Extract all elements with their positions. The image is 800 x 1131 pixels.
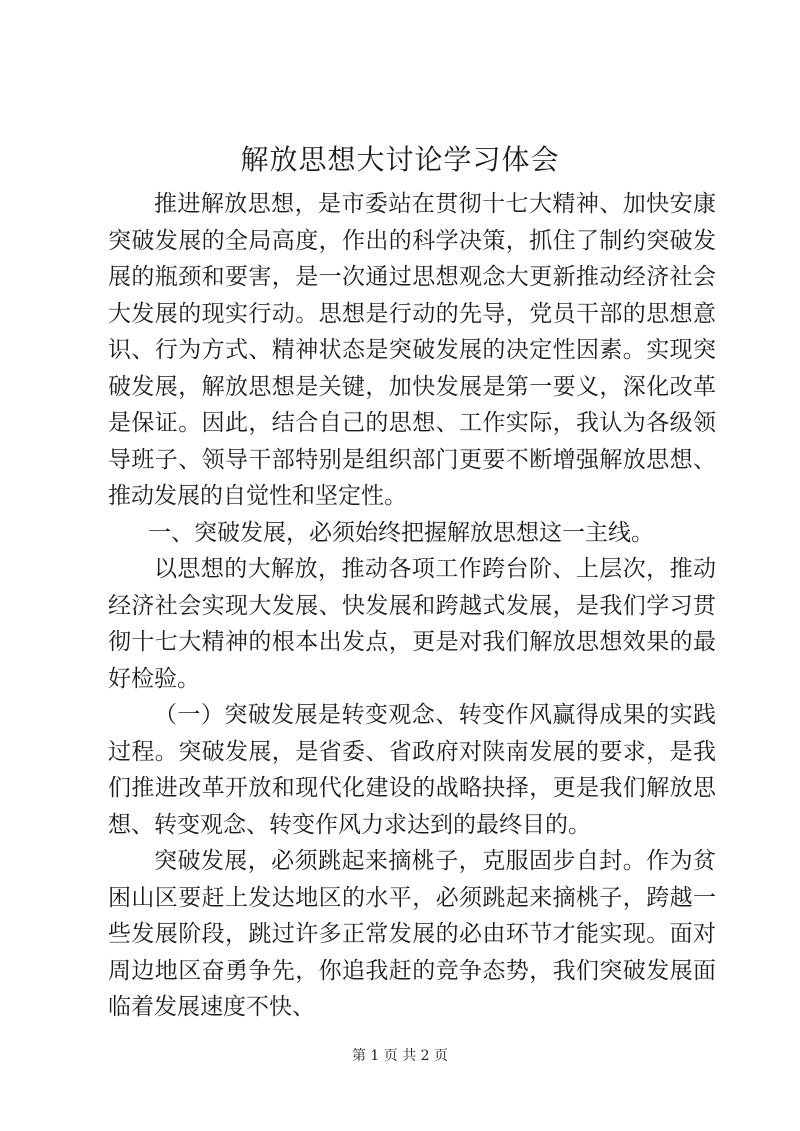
paragraph-subsection-1: （一）突破发展是转变观念、转变作风赢得成果的实践过程。突破发展，是省委、省政府对陕南发展的要求，是我们推进改革开放和现代化建设的战略抉择，更是我们解放思想、转变观念、转变作风力求达到的最终目的。 [108, 702, 716, 838]
document-body [108, 186, 716, 1026]
section-heading-1: 一、突破发展，必须始终把握解放思想这一主线。 [148, 519, 654, 546]
paragraph-section-1: 以思想的大解放，推动各项工作跨台阶、上层次，推动经济社会实现大发展、快发展和跨越式发展，是我们学习贯彻十七大精神的根本出发点，更是对我们解放思想效果的最好检验。 [108, 556, 716, 692]
document-title: 解放思想大讨论学习体会 [240, 143, 560, 176]
paragraph-breakthrough: 突破发展，必须跳起来摘桃子，克服固步自封。作为贫困山区要赶上发达地区的水平，必须跳起来摘桃子，跨越一些发展阶段，跳过许多正常发展的必由环节才能实现。面对周边地区奋勇争先，你追我赶的竞争态势，我们突破发展面临着发展速度不快、 [108, 848, 716, 1020]
paragraph-intro: 推进解放思想，是市委站在贯彻十七大精神、加快安康突破发展的全局高度，作出的科学决策，抓住了制约突破发展的瓶颈和要害，是一次通过思想观念大更新推动经济社会大发展的现实行动。思想是行动的先导，党员干部的思想意识、行为方式、精神状态是突破发展的决定性因素。实现突破发展，解放思想是关键，加快发展是第一要义，深化改革是保证。因此，结合自己的思想、工作实际，我认为各级领导班子、领导干部特别是组织部门更要不断增强解放思想、推动发展的自觉性和坚定性。 [108, 191, 716, 509]
page-footer: 第 1 页 共 2 页 [351, 1048, 449, 1064]
